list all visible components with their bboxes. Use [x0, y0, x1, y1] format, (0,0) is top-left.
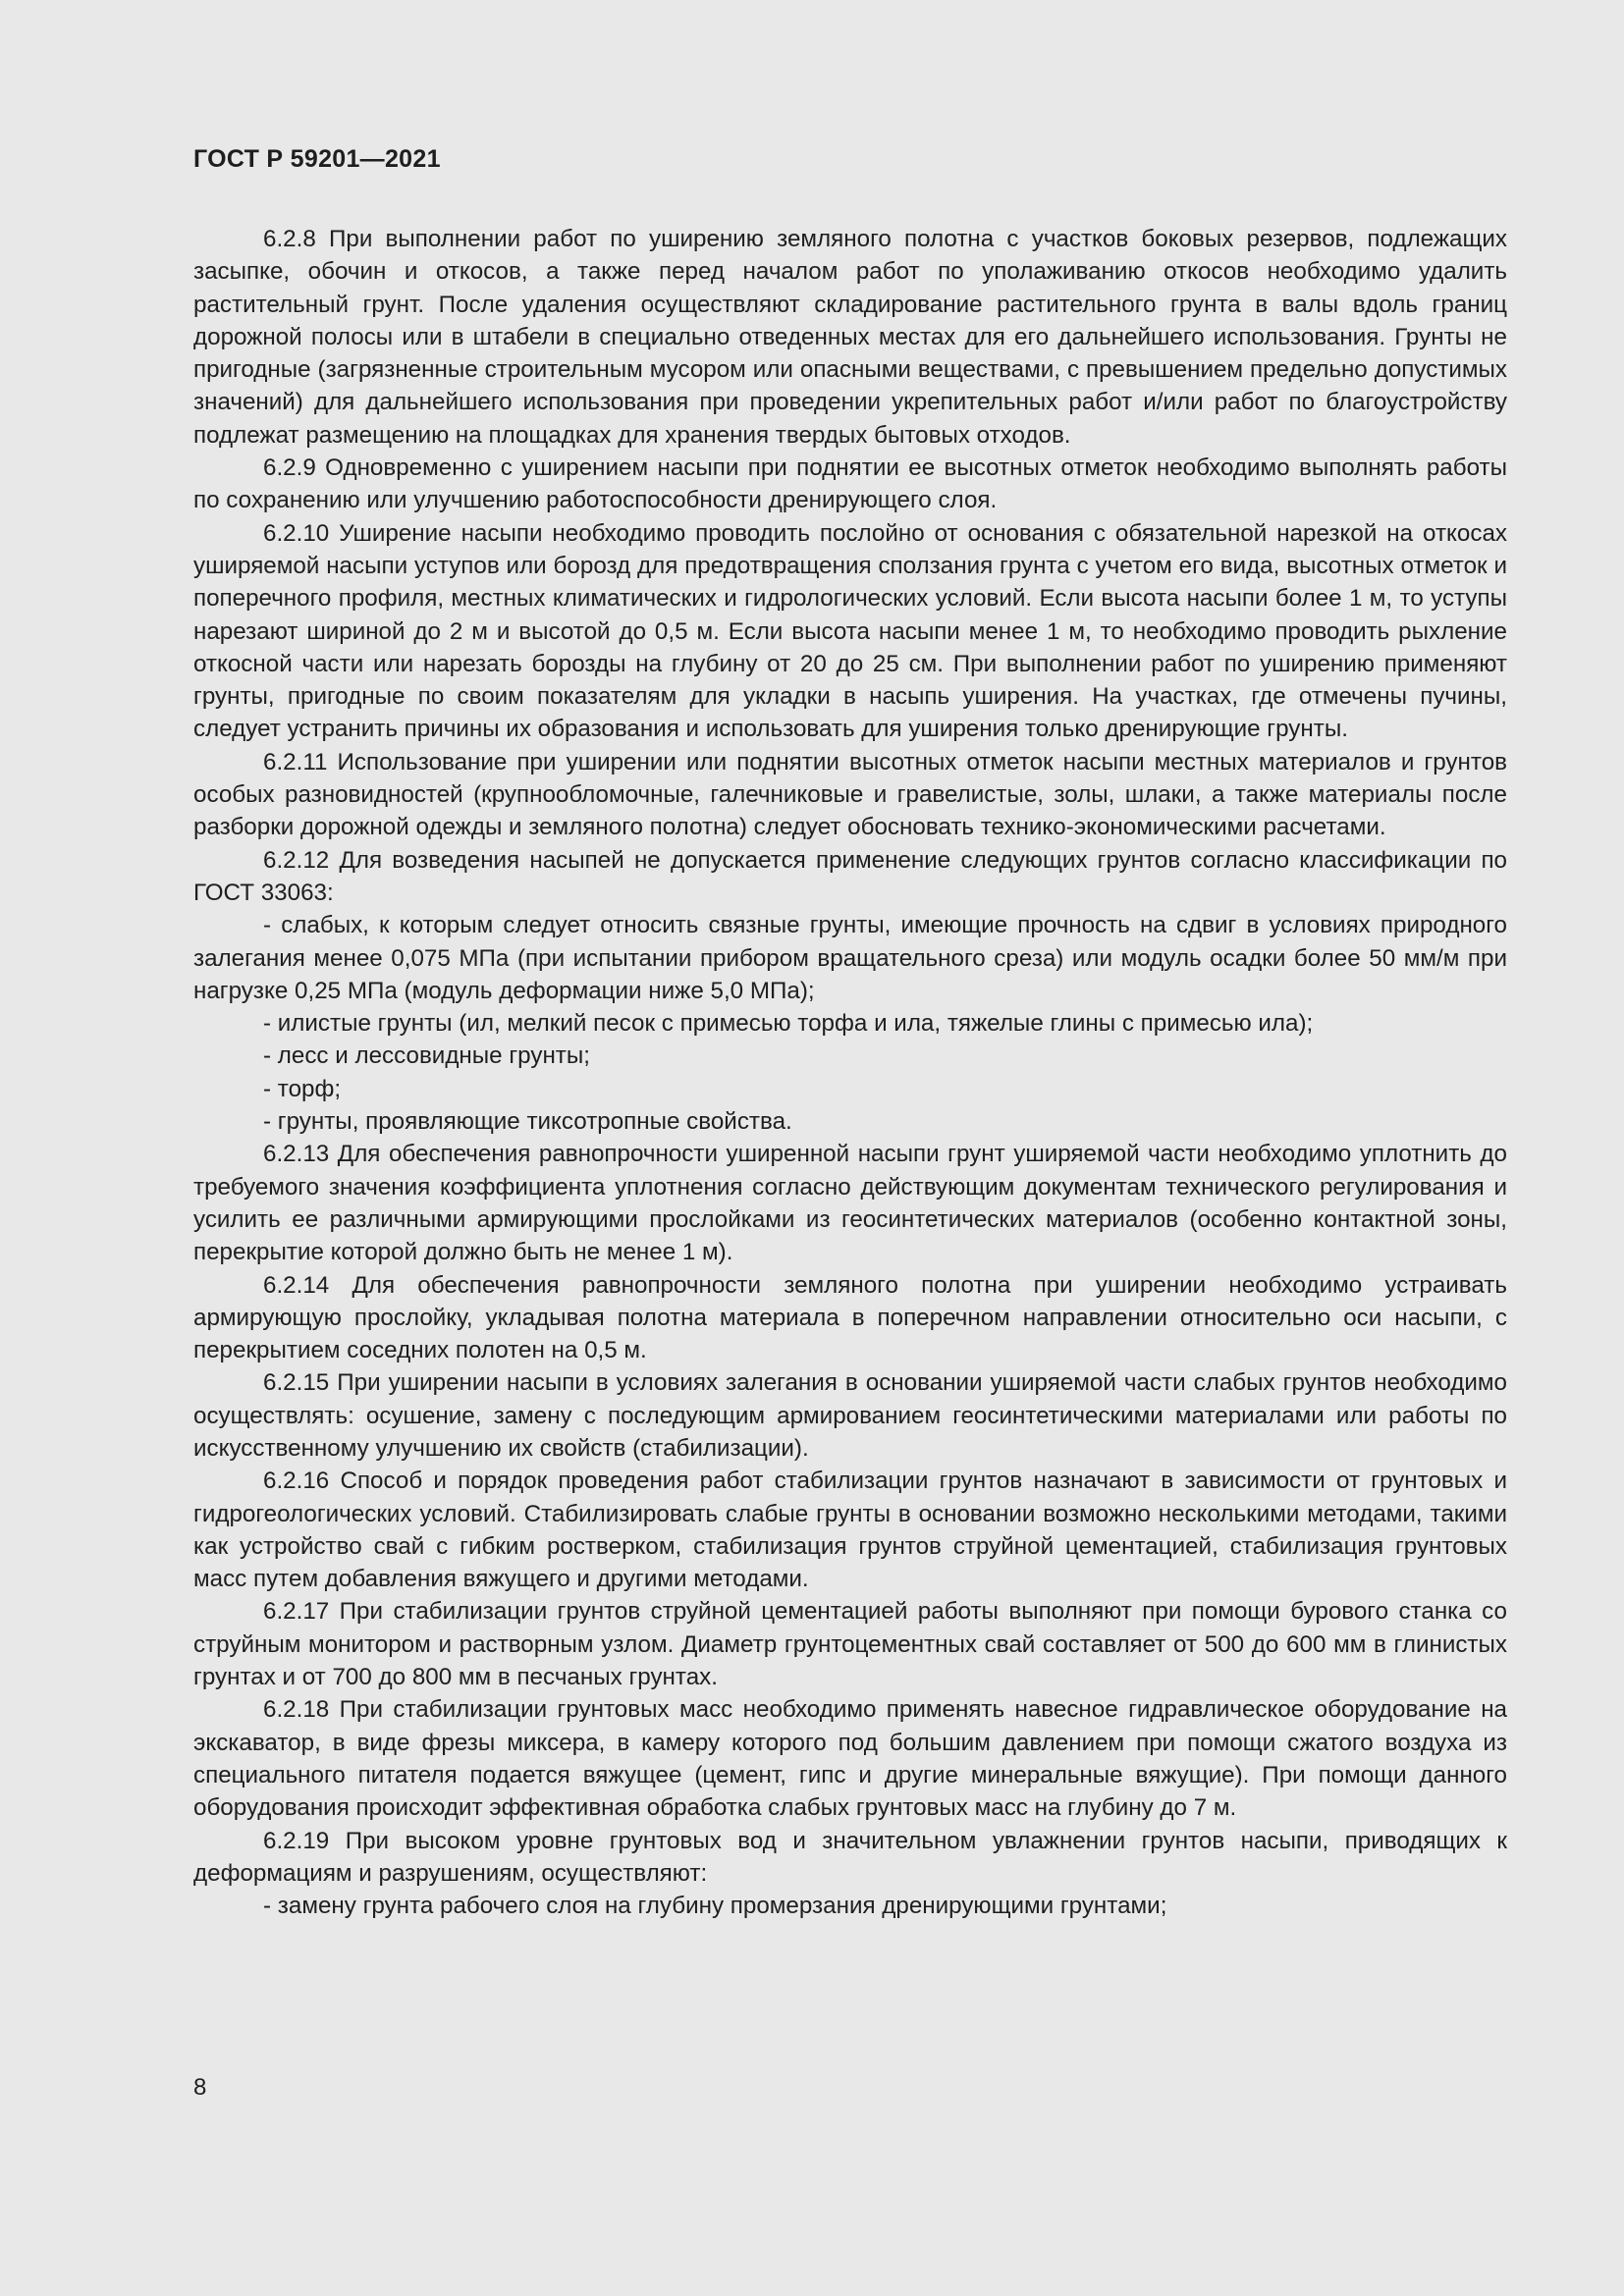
- paragraph-6-2-17: 6.2.17 При стабилизации грунтов струйной цементацией работы выполняют при помощи бурового станка со струйным монитором и растворным узлом. Диаметр грунтоцементных свай составляет от 500 до 600 мм в глинистых грунтах и от 700 до 800 мм в песчаных грунтах.: [193, 1598, 1507, 1691]
- paragraph-6-2-18: 6.2.18 При стабилизации грунтовых масс необходимо применять навесное гидравлическое оборудование на экскаватор, в виде фрезы миксера, в камеру которого под большим давлением при помощи сжатого воздуха из специального питателя подается вяжущее (цемент, гипс и другие минеральные вяжущие). При помощи данного оборудования происходит эффективная обработка слабых грунтовых масс на глубину до 7 м.: [193, 1696, 1507, 1822]
- document-code: ГОСТ Р 59201—2021: [193, 145, 441, 173]
- list-item: - илистые грунты (ил, мелкий песок с примесью торфа и ила, тяжелые глины с примесью ила);: [263, 1010, 1314, 1038]
- paragraph-6-2-12: 6.2.12 Для возведения насыпей не допускается применение следующих грунтов согласно классификации по ГОСТ 33063:: [193, 846, 1507, 906]
- page-number: 8: [193, 2074, 207, 2101]
- paragraph-6-2-15: 6.2.15 При уширении насыпи в условиях залегания в основании уширяемой части слабых грунтов необходимо осуществлять: осушение, замену с последующим армированием геосинтетическими материалами или работы по искусственному улучшению их свойств (стабилизации).: [193, 1369, 1507, 1462]
- list-item: - торф;: [263, 1075, 342, 1102]
- paragraph-6-2-13: 6.2.13 Для обеспечения равнопрочности уширенной насыпи грунт уширяемой части необходимо уплотнить до требуемого значения коэффициента уплотнения согласно действующим документам технического регулирования и усилить ее различными армирующими прослойками из геосинтетических материалов (особенно контактной зоны, перекрытие которой должно быть не менее 1 м).: [193, 1141, 1507, 1266]
- list-item: - слабых, к которым следует относить связные грунты, имеющие прочность на сдвиг в условиях природного залегания менее 0,075 МПа (при испытании прибором вращательного среза) или модуль осадки более 50 мм/м при нагрузке 0,25 МПа (модуль деформации ниже 5,0 МПа);: [193, 912, 1507, 1004]
- paragraph-6-2-11: 6.2.11 Использование при уширении или поднятии высотных отметок насыпи местных материалов и грунтов особых разновидностей (крупнообломочные, галечниковые и гравелистые, золы, шлаки, а также материалы после разборки дорожной одежды и земляного полотна) следует обосновать технико-экономическими расчетами.: [193, 748, 1507, 841]
- document-body: [193, 223, 1507, 1922]
- paragraph-6-2-10: 6.2.10 Уширение насыпи необходимо проводить послойно от основания с обязательной нарезкой на откосах уширяемой насыпи уступов или борозд для предотвращения сползания грунта с учетом его вида, высотных отметок и поперечного профиля, местных климатических и гидрологических условий. Если высота насыпи более 1 м, то уступы нарезают шириной до 2 м и высотой до 0,5 м. Если высота насыпи менее 1 м, то необходимо проводить рыхление откосной части или нарезать борозды на глубину от 20 до 25 см. При выполнении работ по уширению применяют грунты, пригодные по своим показателям для укладки в насыпь уширения. На участках, где отмечены пучины, следует устранить причины их образования и использовать для уширения только дренирующие грунты.: [193, 519, 1507, 743]
- paragraph-6-2-9: 6.2.9 Одновременно с уширением насыпи при поднятии ее высотных отметок необходимо выполнять работы по сохранению или улучшению работоспособности дренирующего слоя.: [193, 454, 1507, 514]
- paragraph-6-2-14: 6.2.14 Для обеспечения равнопрочности земляного полотна при уширении необходимо устраивать армирующую прослойку, укладывая полотна материала в поперечном направлении относительно оси насыпи, с перекрытием соседних полотен на 0,5 м.: [193, 1271, 1507, 1364]
- paragraph-6-2-16: 6.2.16 Способ и порядок проведения работ стабилизации грунтов назначают в зависимости от грунтовых и гидрогеологических условий. Стабилизировать слабые грунты в основании возможно несколькими методами, такими как устройство свай с гибким ростверком, стабилизация грунтов струйной цементацией, стабилизация грунтовых масс путем добавления вяжущего и другими методами.: [193, 1468, 1507, 1593]
- list-item: - замену грунта рабочего слоя на глубину промерзания дренирующими грунтами;: [263, 1893, 1167, 1920]
- paragraph-6-2-8: 6.2.8 При выполнении работ по уширению земляного полотна с участков боковых резервов, подлежащих засыпке, обочин и откосов, а также перед началом работ по уполаживанию откосов необходимо удалить растительный грунт. После удаления осуществляют складирование растительного грунта в валы вдоль границ дорожной полосы или в штабели в специально отведенных местах для его дальнейшего использования. Грунты не пригодные (загрязненные строительным мусором или опасными веществами, с превышением предельно допустимых значений) для дальнейшего использования при проведении укрепительных работ и/или работ по благоустройству подлежат размещению на площадках для хранения твердых бытовых отходов.: [193, 226, 1507, 449]
- paragraph-6-2-19: 6.2.19 При высоком уровне грунтовых вод и значительном увлажнении грунтов насыпи, приводящих к деформациям и разрушениям, осуществляют:: [193, 1827, 1507, 1887]
- list-item: - лесс и лессовидные грунты;: [263, 1042, 590, 1070]
- list-item: - грунты, проявляющие тиксотропные свойства.: [263, 1108, 792, 1136]
